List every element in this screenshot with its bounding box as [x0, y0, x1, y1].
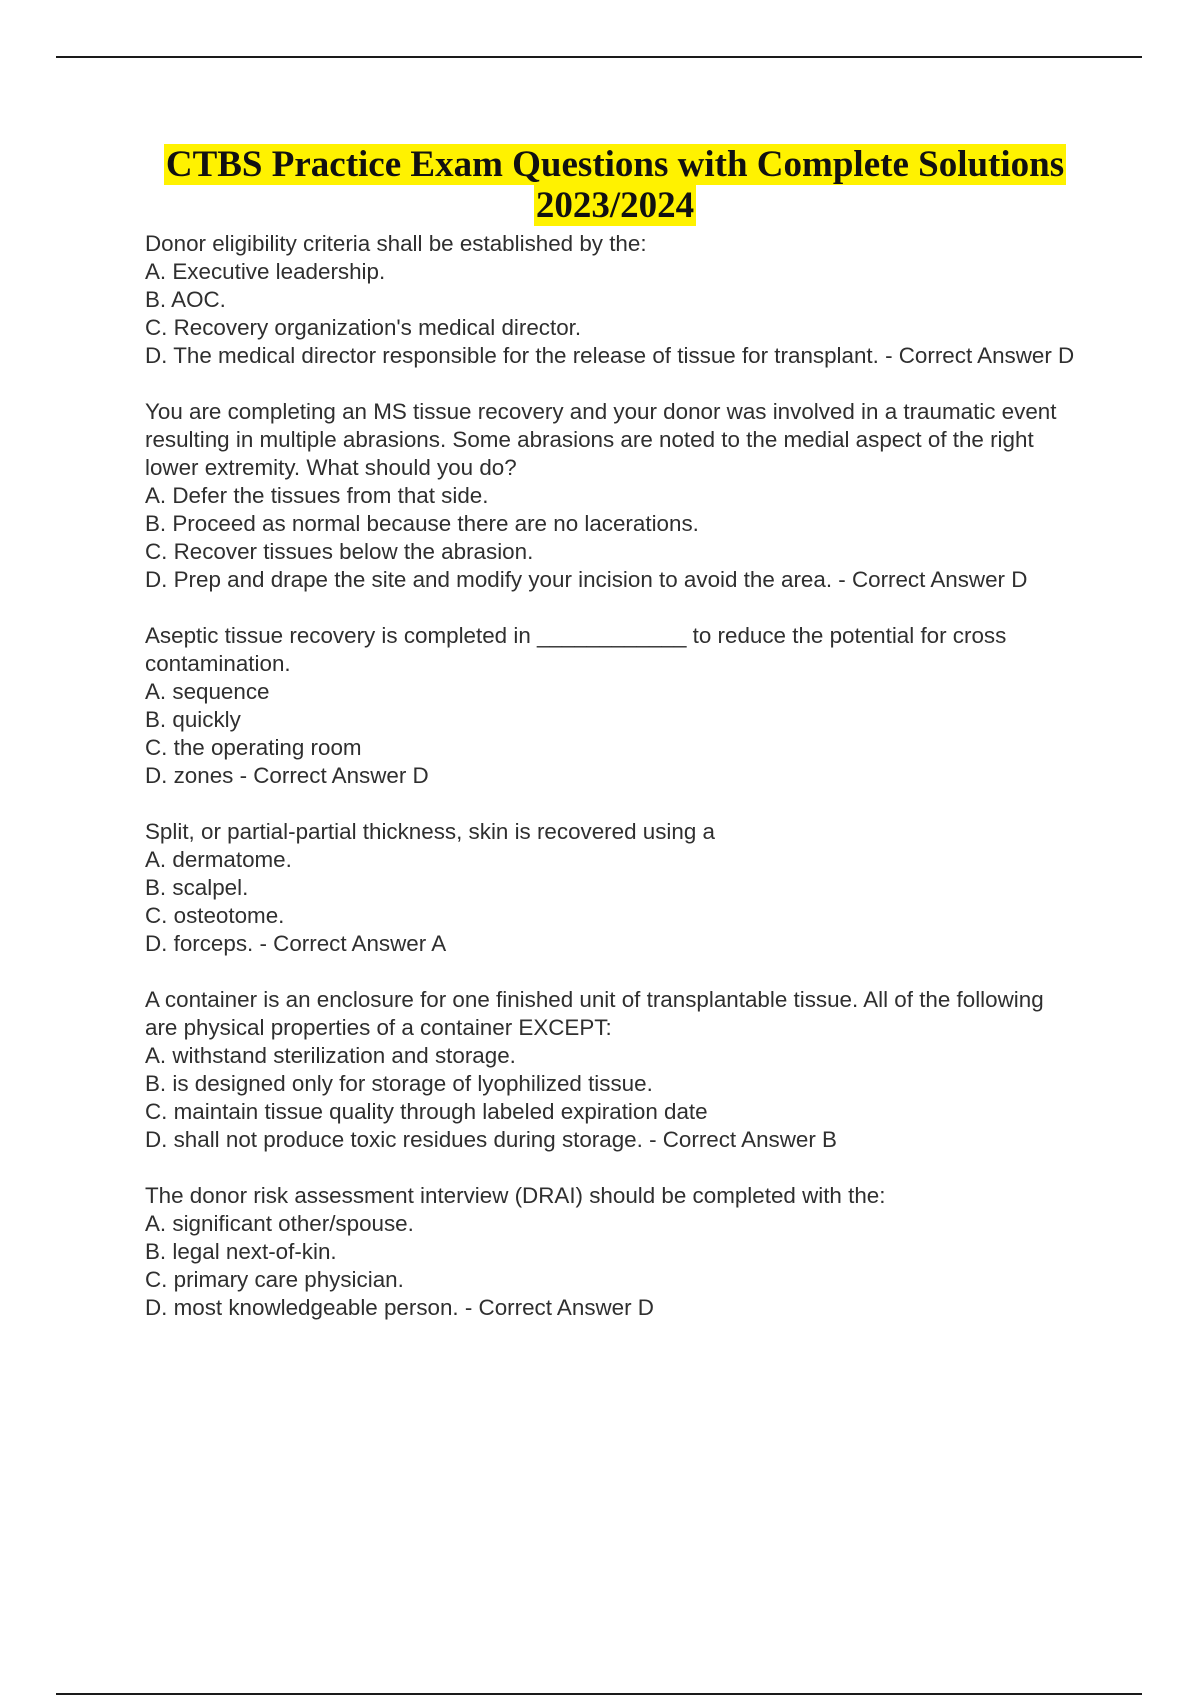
answer-option: B. scalpel. — [145, 875, 249, 900]
question-text: Split, or partial-partial thickness, skin is recovered using a — [145, 819, 715, 844]
title-line-2: 2023/2024 — [535, 185, 695, 226]
answer-option: D. forceps. - Correct Answer A — [145, 931, 447, 956]
bottom-rule — [56, 1693, 1142, 1695]
answer-option: C. the operating room — [145, 735, 362, 760]
answer-option: B. AOC. — [145, 287, 226, 312]
question-text: Aseptic tissue recovery is completed in ____________ to reduce the potential for cross contamination. — [145, 623, 1007, 676]
question-block — [145, 1182, 1080, 1322]
title-line-1: CTBS Practice Exam Questions with Complete Solutions — [165, 144, 1065, 185]
answer-option: C. Recovery organization's medical director. — [145, 315, 582, 340]
answer-option: D. Prep and drape the site and modify your incision to avoid the area. - Correct Answer D — [145, 567, 1028, 592]
questions-list — [145, 230, 1080, 1350]
answer-option: A. dermatome. — [145, 847, 292, 872]
answer-option: C. Recover tissues below the abrasion. — [145, 539, 534, 564]
question-block — [145, 622, 1080, 790]
answer-option: C. primary care physician. — [145, 1267, 404, 1292]
answer-option: B. quickly — [145, 707, 241, 732]
answer-option: C. maintain tissue quality through labeled expiration date — [145, 1099, 708, 1124]
answer-option: A. Defer the tissues from that side. — [145, 483, 489, 508]
question-block — [145, 818, 1080, 958]
answer-option: D. zones - Correct Answer D — [145, 763, 429, 788]
answer-option: D. shall not produce toxic residues during storage. - Correct Answer B — [145, 1127, 837, 1152]
answer-option: A. Executive leadership. — [145, 259, 386, 284]
answer-option: A. withstand sterilization and storage. — [145, 1043, 516, 1068]
question-block — [145, 230, 1080, 370]
answer-option: B. Proceed as normal because there are no lacerations. — [145, 511, 699, 536]
answer-option: D. most knowledgeable person. - Correct Answer D — [145, 1295, 654, 1320]
answer-option: C. osteotome. — [145, 903, 285, 928]
top-rule — [56, 56, 1142, 58]
question-block — [145, 398, 1080, 594]
answer-option: B. legal next-of-kin. — [145, 1239, 337, 1264]
question-text: A container is an enclosure for one finished unit of transplantable tissue. All of the following are physical properties of a container EXCEPT: — [145, 987, 1044, 1040]
question-block — [145, 986, 1080, 1154]
answer-option: A. significant other/spouse. — [145, 1211, 414, 1236]
answer-option: B. is designed only for storage of lyophilized tissue. — [145, 1071, 653, 1096]
question-text: You are completing an MS tissue recovery and your donor was involved in a traumatic event resulting in multiple abrasions. Some abrasions are noted to the medial aspect of the right lower extremity. What should you do? — [145, 399, 1057, 480]
question-text: Donor eligibility criteria shall be established by the: — [145, 231, 647, 256]
answer-option: D. The medical director responsible for the release of tissue for transplant. - Correct Answer D — [145, 343, 1075, 368]
question-text: The donor risk assessment interview (DRAI) should be completed with the: — [145, 1183, 886, 1208]
answer-option: A. sequence — [145, 679, 270, 704]
page-title — [140, 144, 1090, 226]
